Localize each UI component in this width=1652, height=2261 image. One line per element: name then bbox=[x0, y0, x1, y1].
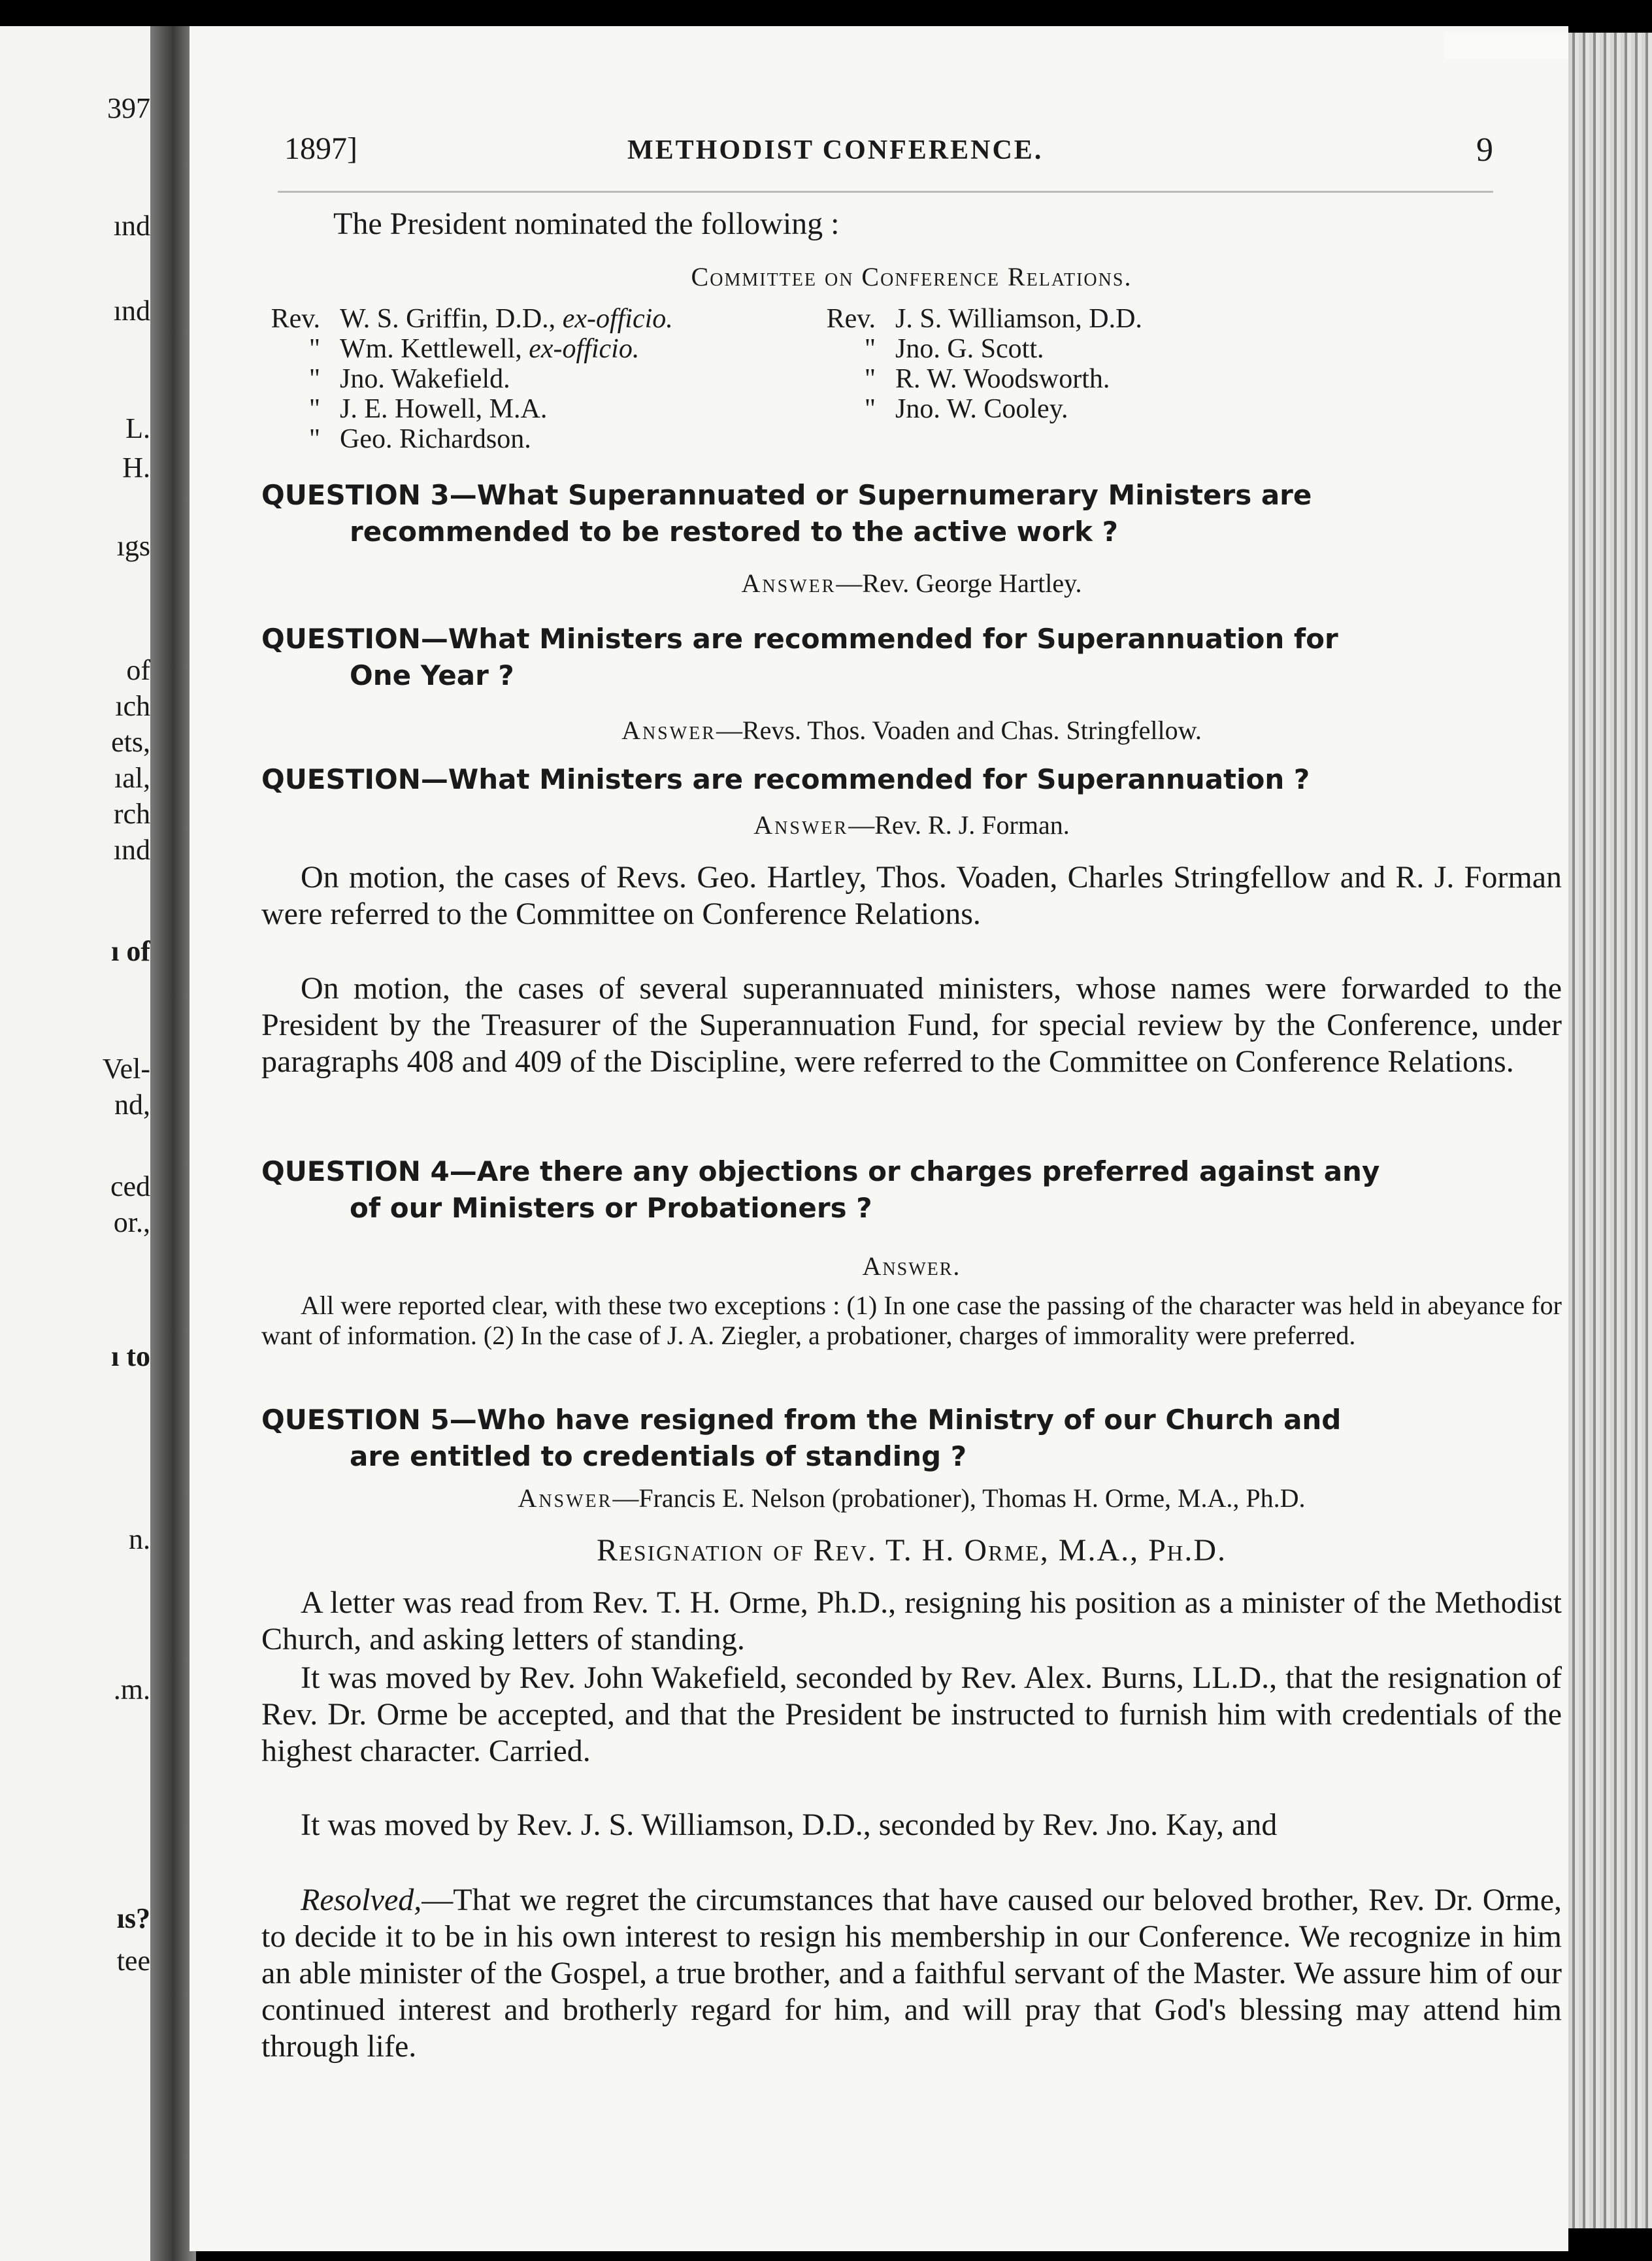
question-4-line1: QUESTION 4—Are there any objections or charges preferred against any bbox=[261, 1155, 1380, 1187]
member-prefix: Rev. bbox=[826, 304, 876, 334]
member-prefix: " bbox=[864, 394, 876, 424]
document-page bbox=[190, 26, 1568, 2251]
question-3-line1: QUESTION 3—What Superannuated or Supernumerary Ministers are bbox=[261, 479, 1312, 511]
committee-member bbox=[261, 364, 673, 394]
page-number: 9 bbox=[1476, 131, 1493, 169]
question-3-line2: recommended to be restored to the active work ? bbox=[350, 516, 1118, 548]
paragraph-6 bbox=[261, 1882, 1562, 2065]
committee-member bbox=[817, 334, 1142, 364]
left-page-fragment: Vel- bbox=[102, 1053, 150, 1085]
left-page-fragment: ıch bbox=[115, 690, 150, 722]
member-prefix: " bbox=[308, 394, 320, 424]
left-page-fragment: of bbox=[126, 654, 150, 686]
question-superannuation-answer: Answer—Rev. R. J. Forman. bbox=[753, 810, 1070, 840]
committee-member bbox=[261, 334, 673, 364]
left-page-fragment: tee bbox=[116, 1945, 150, 1977]
left-page-fragment: ıs? bbox=[116, 1902, 150, 1934]
intro-line: The President nominated the following : bbox=[333, 206, 840, 241]
left-page-fragment: ıal, bbox=[114, 762, 150, 794]
paragraph-4: It was moved by Rev. John Wakefield, seconded by Rev. Alex. Burns, LL.D., that the resignation of Rev. Dr. Orme be accepted, and that the President be instructed to furnish him with credentials of the highest character. Carried. bbox=[261, 1660, 1562, 1768]
paragraph-2: On motion, the cases of several superannuated ministers, whose names were forwarded to the President by the Treasurer of the Superannuation Fund, for special review by the Conference, under paragraphs 408 and 409 of the Discipline, were referred to the Committee on Conference Relations. bbox=[261, 971, 1562, 1079]
committee-members bbox=[261, 304, 1562, 461]
header-year: 1897] bbox=[284, 131, 357, 166]
header-rule bbox=[278, 191, 1493, 193]
question-5-line1: QUESTION 5—Who have resigned from the Ministry of our Church and bbox=[261, 1404, 1342, 1436]
resignation-heading: Resignation of Rev. T. H. Orme, M.A., Ph.D. bbox=[596, 1533, 1227, 1568]
left-page-fragment: ı to bbox=[111, 1340, 150, 1372]
resolved-lead: Resolved, bbox=[301, 1883, 422, 1917]
header-title: METHODIST CONFERENCE. bbox=[627, 135, 1044, 165]
left-page-fragment: ınd bbox=[113, 295, 150, 327]
question-one-year bbox=[261, 621, 1562, 694]
committee-member bbox=[261, 394, 673, 424]
question-5 bbox=[261, 1402, 1562, 1475]
paragraph-3: A letter was read from Rev. T. H. Orme, Ph.D., resigning his position as a minister of the Methodist Church, and asking letters of standing. bbox=[261, 1585, 1562, 1657]
question-superannuation bbox=[261, 761, 1562, 798]
member-prefix: " bbox=[308, 334, 320, 364]
question-5-answer: Answer—Francis E. Nelson (probationer), Thomas H. Orme, M.A., Ph.D. bbox=[518, 1483, 1306, 1513]
question-4-answer-label: Answer. bbox=[862, 1251, 961, 1281]
paragraph-5: It was moved by Rev. J. S. Williamson, D.D., seconded by Rev. Jno. Kay, and bbox=[301, 1807, 1278, 1842]
member-prefix: Rev. bbox=[271, 304, 320, 334]
question-4 bbox=[261, 1153, 1562, 1227]
member-name: W. S. Griffin, D.D., bbox=[340, 304, 563, 334]
running-header bbox=[284, 131, 1493, 183]
left-page-fragment: ınd bbox=[113, 834, 150, 866]
question-3-answer: Answer—Rev. George Hartley. bbox=[741, 569, 1082, 598]
member-name: Jno. W. Cooley. bbox=[895, 394, 1068, 424]
question-5-line2: are entitled to credentials of standing ? bbox=[350, 1440, 967, 1472]
member-note: ex-officio. bbox=[562, 304, 673, 334]
committee-title: Committee on Conference Relations. bbox=[691, 262, 1132, 291]
committee-member bbox=[261, 424, 673, 454]
member-name: Geo. Richardson. bbox=[340, 424, 531, 454]
member-name: Jno. Wakefield. bbox=[340, 364, 510, 394]
member-note: ex-officio. bbox=[529, 334, 640, 364]
question-one-year-answer: Answer—Revs. Thos. Voaden and Chas. Stringfellow. bbox=[621, 716, 1202, 745]
question-3 bbox=[261, 477, 1562, 550]
committee-member bbox=[817, 394, 1142, 424]
previous-page-strip bbox=[0, 26, 150, 2261]
left-page-fragment: ets, bbox=[111, 726, 150, 758]
member-name: J. E. Howell, M.A. bbox=[340, 394, 548, 424]
left-page-fragment: nd, bbox=[114, 1089, 150, 1121]
committee-member bbox=[261, 304, 673, 334]
left-page-fragment: H. bbox=[122, 452, 150, 484]
page-stack-edge bbox=[1568, 33, 1652, 2228]
committee-right-column bbox=[817, 304, 1142, 424]
committee-member bbox=[817, 304, 1142, 334]
left-page-fragment: n. bbox=[129, 1523, 150, 1555]
member-name: Wm. Kettlewell, bbox=[340, 334, 529, 364]
paragraph-1: On motion, the cases of Revs. Geo. Hartley, Thos. Voaden, Charles Stringfellow and R. J. Forman were referred to the Committee on Conference Relations. bbox=[261, 860, 1562, 931]
left-page-fragment: 397 bbox=[107, 92, 150, 124]
member-name: R. W. Woodsworth. bbox=[895, 364, 1110, 394]
resolved-text: —That we regret the circumstances that have caused our beloved brother, Rev. Dr. Orme, to decide it to be in his own interest to resign his membership in our Conference. We recognize in him an able minister of the Gospel, a true brother, and a faithful servant of the Master. We assure him of our continued interest and brotherly regard for him, and will pray that God's blessing may attend him through life. bbox=[261, 1883, 1562, 2064]
left-page-fragment: ınd bbox=[113, 210, 150, 242]
question-4-line2: of our Ministers or Probationers ? bbox=[350, 1192, 872, 1224]
member-name: J. S. Williamson, D.D. bbox=[895, 304, 1142, 334]
left-page-fragment: ced bbox=[110, 1170, 150, 1202]
question-one-year-line1: QUESTION—What Ministers are recommended for Superannuation for bbox=[261, 623, 1338, 655]
member-prefix: " bbox=[864, 334, 876, 364]
member-prefix: " bbox=[308, 424, 320, 454]
committee-member bbox=[817, 364, 1142, 394]
question-4-answer: All were reported clear, with these two exceptions : (1) In one case the passing of the character was held in abeyance for want of information. (2) In the case of J. A. Ziegler, a probationer, charges of immorality were preferred. bbox=[261, 1291, 1562, 1350]
left-page-fragment: L. bbox=[125, 412, 150, 444]
committee-left-column bbox=[261, 304, 673, 454]
left-page-fragment: ı of bbox=[111, 935, 150, 967]
left-page-fragment: or., bbox=[113, 1206, 150, 1238]
member-name: Jno. G. Scott. bbox=[895, 334, 1044, 364]
question-superannuation-line1: QUESTION—What Ministers are recommended for Superannuation ? bbox=[261, 763, 1310, 795]
left-page-fragment: .m. bbox=[113, 1674, 150, 1706]
member-prefix: " bbox=[308, 364, 320, 394]
member-prefix: " bbox=[864, 364, 876, 394]
question-one-year-line2: One Year ? bbox=[350, 659, 514, 691]
left-page-fragment: rch bbox=[113, 798, 150, 830]
left-page-fragment: ıgs bbox=[116, 530, 150, 562]
